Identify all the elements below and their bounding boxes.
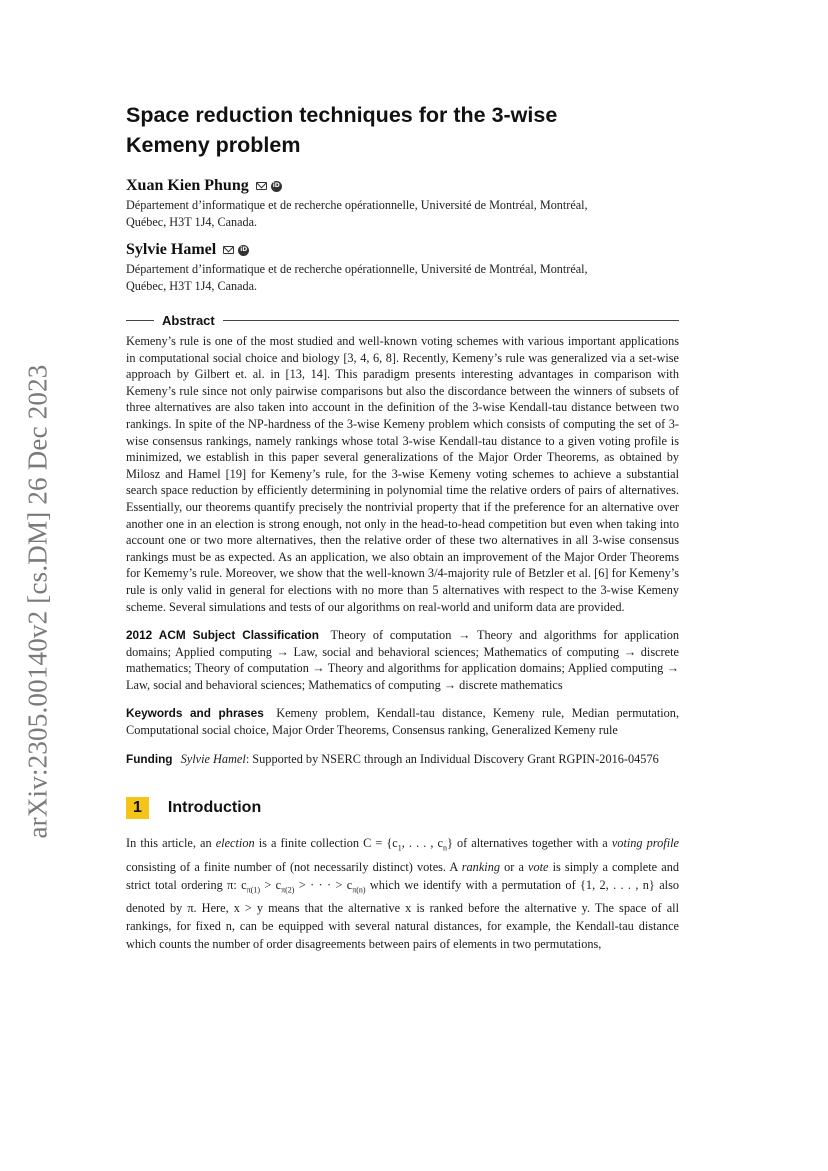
- abstract-body: Kemeny’s rule is one of the most studied and well-known voting schemes with various important applications in computational social choice and biology [3, 4, 6, 8]. Recently, Kemeny’s rule was generalized via a set-wise approach by Gilbert et. al. in [13, 14]. This paradigm presents interesting advantages in comparison with Kemeny’s rule since not only pairwise comparisons but also the discordance between the winners of subsets of three alternatives are also taken into account in the definition of the 3-wise Kendall-tau distance between two rankings. In spite of the NP-hardness of the 3-wise Kemeny problem which consists of computing the set of 3-wise consensus rankings, namely rankings whose total 3-wise Kendall-tau distance to a given voting profile is minimized, we establish in this paper several generalizations of the Major Order Theorems, as obtained by Milosz and Hamel [19] for Kemeny’s rule, for the 3-wise Kemeny voting schemes to achieve a substantial search space reduction by efficiently determining in polynomial time the relative orders of pairs of alternatives. Essentially, our theorems quantify precisely the nontrivial property that if the preference for an alternative over another one in an election is strong enough, not only in the head-to-head competition but even when taking into account one or two more alternatives, then the relative order of these two alternatives in all 3-wise consensus rankings must be as expected. As an application, we also obtain an improvement of the Major Order Theorems for Kememy’s rule. Moreover, we show that the well-known 3/4-majority rule of Betzler et al. [6] for Kemeny’s rule is only valid in general for elections with no more than 5 alternatives with respect to the 3-wise Kemeny scheme. Several simulations and tests of our algorithms on real-world and uniform data are provided.: [126, 334, 679, 614]
- section-title: Introduction: [167, 799, 262, 817]
- keywords: [126, 705, 679, 738]
- author-name-row: [126, 241, 679, 259]
- orcid-icon[interactable]: iD: [271, 181, 282, 192]
- author-block-1: [126, 177, 679, 231]
- affiliation-line-2: Québec, H3T 1J4, Canada.: [126, 279, 258, 293]
- author-name: Sylvie Hamel: [126, 241, 217, 258]
- acm-classification: [126, 627, 679, 693]
- rule-divider: [223, 320, 679, 321]
- abstract-heading-label: Abstract: [162, 313, 215, 328]
- funding-name: Sylvie Hamel: [180, 751, 246, 766]
- section-number: 1: [126, 797, 149, 819]
- keywords-label: Keywords and phrases: [126, 706, 264, 721]
- funding-text: : Supported by NSERC through an Individual Discovery Grant RGPIN-2016-04576: [245, 751, 659, 766]
- arxiv-identifier: arXiv:2305.00140v2 [cs.DM] 26 Dec 2023: [22, 363, 53, 839]
- affiliation-line-1: Département d’informatique et de recherche opérationnelle, Université de Montréal, Montréal,: [126, 262, 588, 276]
- mail-icon[interactable]: [223, 246, 234, 254]
- title-line-2: Kemeny problem: [126, 133, 301, 157]
- orcid-icon[interactable]: iD: [238, 245, 249, 256]
- introduction-paragraph: In this article, an election is a finite collection $C = \{c_1$, . . . , $c_n$} of alternatives together with a voting profile consisting of a finite number of (not necessarily distinct) votes. A ranking or a vote is simply a complete and strict total ordering π: $c_{\pi(1)} > c_{\pi(2)}$ > · · · > $c_{\pi(n)}$ which we identify with a permutation of {1, 2, . . . , n} also denoted by π. Here, x > y means that the alternative x is ranked before the alternative y. The space of all rankings, for fixed n, can be equipped with several natural distances, for example, the Kendall-tau distance which counts the number of order disagreements between pairs of elements in two permutations,: [126, 836, 679, 952]
- rule-divider: [126, 320, 154, 321]
- acm-text: Theory of computation → Theory and algorithms for application domains; Applied computing → Law, social and behavioral sciences; Mathematics of computing → discrete mathematics; Theory of computation → Theory and algorithms for application domains; Applied computing → Law, social and behavioral sciences; Mathematics of computing → discrete mathematics: [126, 628, 679, 692]
- funding: [126, 751, 679, 768]
- section-heading: [126, 797, 679, 819]
- mail-icon[interactable]: [256, 182, 267, 190]
- author-name: Xuan Kien Phung: [126, 177, 249, 194]
- abstract-heading: [126, 313, 679, 328]
- keywords-text: Kemeny problem, Kendall-tau distance, Kemeny rule, Median permutation, Computational social choice, Major Order Theorems, Consensus ranking, Generalized Kemeny rule: [126, 706, 680, 738]
- author-name-row: [126, 177, 679, 195]
- author-affiliation: [126, 261, 679, 295]
- paper-title: [126, 100, 679, 160]
- acm-label: 2012 ACM Subject Classification: [126, 628, 319, 643]
- affiliation-line-2: Québec, H3T 1J4, Canada.: [126, 215, 258, 229]
- author-affiliation: [126, 197, 679, 231]
- affiliation-line-1: Département d’informatique et de recherche opérationnelle, Université de Montréal, Montréal,: [126, 198, 588, 212]
- paper-content: [126, 100, 679, 953]
- author-block-2: [126, 241, 679, 295]
- title-line-1: Space reduction techniques for the 3-wise: [126, 103, 558, 127]
- funding-label: Funding: [126, 751, 173, 766]
- arxiv-side-stamp: [12, 352, 64, 850]
